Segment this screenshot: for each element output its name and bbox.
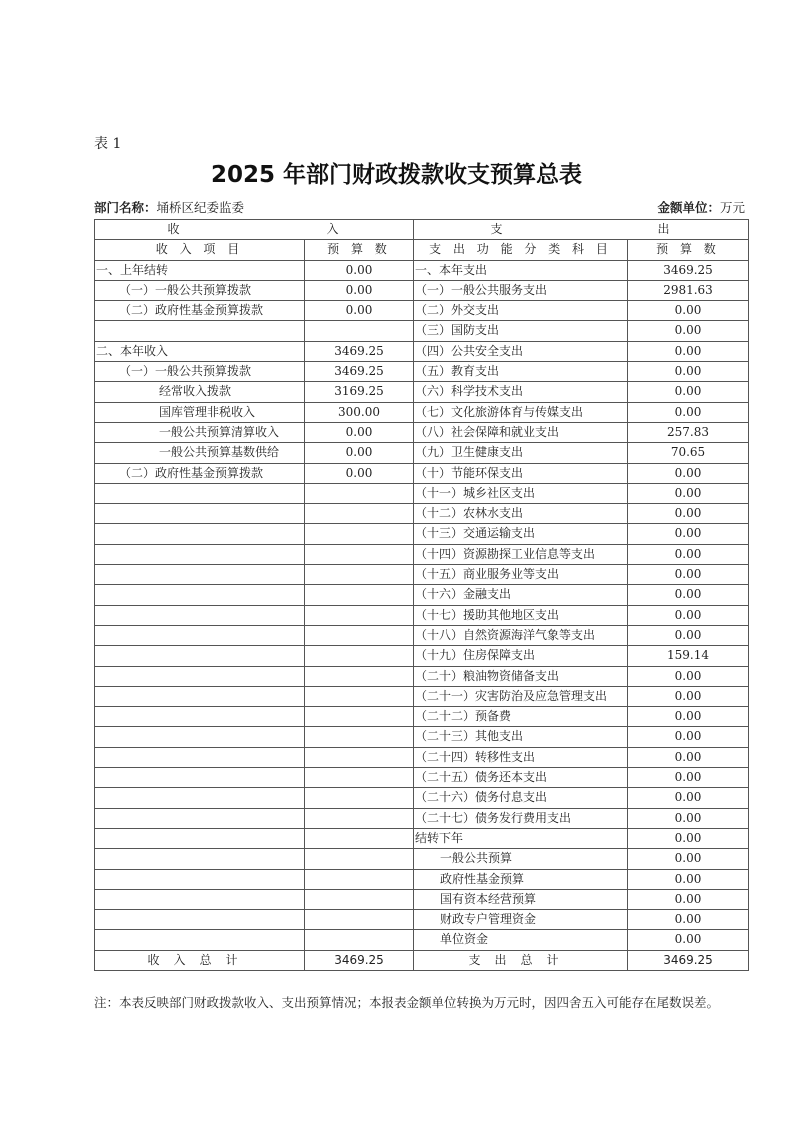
- expense-item-cell: （十）节能环保支出: [414, 463, 628, 483]
- expense-amount-cell: 0.00: [628, 727, 749, 747]
- expense-amount-cell: 0.00: [628, 808, 749, 828]
- expense-item-cell: （十四）资源勘探工业信息等支出: [414, 544, 628, 564]
- income-amount-cell: [305, 544, 414, 564]
- table-row: [95, 828, 749, 848]
- expense-item-cell: （三）国防支出: [414, 321, 628, 341]
- expense-total-amount: 3469.25: [628, 950, 749, 970]
- income-amount-cell: [305, 869, 414, 889]
- income-item-cell: [95, 788, 305, 808]
- table-row: [95, 341, 749, 361]
- expense-item-cell: （十二）农林水支出: [414, 504, 628, 524]
- income-amount-cell: [305, 605, 414, 625]
- expense-amount-cell: 0.00: [628, 828, 749, 848]
- table-row: [95, 463, 749, 483]
- expense-item-cell: （二十六）债务付息支出: [414, 788, 628, 808]
- income-item-cell: （二）政府性基金预算拨款: [95, 301, 305, 321]
- income-item-cell: [95, 747, 305, 767]
- income-amount-cell: [305, 930, 414, 950]
- table-row: [95, 382, 749, 402]
- income-item-cell: [95, 321, 305, 341]
- expense-item-cell: （七）文化旅游体育与传媒支出: [414, 402, 628, 422]
- expense-amount-cell: 0.00: [628, 524, 749, 544]
- expense-item-cell: （十五）商业服务业等支出: [414, 565, 628, 585]
- income-item-cell: [95, 707, 305, 727]
- expense-item-cell: （二十五）债务还本支出: [414, 768, 628, 788]
- income-amount-cell: 0.00: [305, 301, 414, 321]
- expense-amount-cell: 0.00: [628, 321, 749, 341]
- income-item-cell: [95, 585, 305, 605]
- income-group-right: 入: [326, 222, 341, 236]
- expense-item-cell: （十九）住房保障支出: [414, 646, 628, 666]
- expense-amount-cell: 0.00: [628, 585, 749, 605]
- expense-item-cell: （二十三）其他支出: [414, 727, 628, 747]
- expense-item-header: 支 出 功 能 分 类 科 目: [414, 240, 628, 260]
- income-item-cell: （一）一般公共预算拨款: [95, 280, 305, 300]
- income-amount-cell: 3469.25: [305, 362, 414, 382]
- expense-amount-cell: 0.00: [628, 605, 749, 625]
- expense-amount-cell: 0.00: [628, 686, 749, 706]
- income-item-cell: [95, 910, 305, 930]
- page-title: 2025 年部门财政拨款收支预算总表: [210, 162, 583, 188]
- table-row: [95, 443, 749, 463]
- expense-amount-cell: 0.00: [628, 869, 749, 889]
- table-row: [95, 422, 749, 442]
- income-amount-cell: [305, 483, 414, 503]
- expense-group-header: [414, 220, 749, 240]
- expense-amount-cell: 0.00: [628, 849, 749, 869]
- expense-amount-cell: 0.00: [628, 565, 749, 585]
- income-amount-cell: 0.00: [305, 463, 414, 483]
- table-row: [95, 605, 749, 625]
- expense-amount-cell: 159.14: [628, 646, 749, 666]
- expense-amount-cell: 0.00: [628, 402, 749, 422]
- unit-info: [657, 198, 745, 216]
- expense-amount-cell: 0.00: [628, 483, 749, 503]
- budget-table: [94, 219, 749, 971]
- income-amount-cell: [305, 889, 414, 909]
- income-item-cell: [95, 565, 305, 585]
- table-row: [95, 686, 749, 706]
- expense-amount-cell: 0.00: [628, 544, 749, 564]
- expense-item-cell: （十一）城乡社区支出: [414, 483, 628, 503]
- expense-item-cell: （二十七）债务发行费用支出: [414, 808, 628, 828]
- expense-amount-cell: 0.00: [628, 889, 749, 909]
- income-amount-cell: [305, 910, 414, 930]
- income-item-cell: 国库管理非税收入: [95, 402, 305, 422]
- expense-item-cell: （四）公共安全支出: [414, 341, 628, 361]
- expense-amount-header: 预 算 数: [628, 240, 749, 260]
- expense-amount-cell: 0.00: [628, 362, 749, 382]
- income-amount-cell: 3469.25: [305, 341, 414, 361]
- expense-amount-cell: 0.00: [628, 930, 749, 950]
- income-amount-header: 预 算 数: [305, 240, 414, 260]
- table-row: [95, 483, 749, 503]
- table-row: [95, 280, 749, 300]
- income-item-cell: 一、上年结转: [95, 260, 305, 280]
- income-amount-cell: [305, 707, 414, 727]
- table-row: [95, 788, 749, 808]
- income-amount-cell: [305, 666, 414, 686]
- table-label: 表 1: [94, 136, 122, 152]
- income-item-cell: [95, 625, 305, 645]
- department-info: [94, 198, 244, 216]
- income-total-label: 收入总计: [95, 950, 305, 970]
- table-row: [95, 321, 749, 341]
- expense-amount-cell: 0.00: [628, 788, 749, 808]
- income-amount-cell: [305, 565, 414, 585]
- expense-item-cell: （十八）自然资源海洋气象等支出: [414, 625, 628, 645]
- income-item-cell: （一）一般公共预算拨款: [95, 362, 305, 382]
- income-amount-cell: [305, 686, 414, 706]
- expense-amount-cell: 0.00: [628, 382, 749, 402]
- expense-total-label: 支出总计: [414, 950, 628, 970]
- department-label: 部门名称：: [94, 200, 157, 215]
- expense-item-cell: 一般公共预算: [414, 849, 628, 869]
- income-amount-cell: [305, 768, 414, 788]
- income-item-cell: [95, 889, 305, 909]
- table-row: [95, 544, 749, 564]
- income-item-cell: [95, 828, 305, 848]
- income-item-cell: [95, 646, 305, 666]
- expense-amount-cell: 0.00: [628, 666, 749, 686]
- table-row: [95, 301, 749, 321]
- income-amount-cell: 300.00: [305, 402, 414, 422]
- table-body: [95, 260, 749, 950]
- expense-item-cell: （十六）金融支出: [414, 585, 628, 605]
- expense-amount-cell: 0.00: [628, 768, 749, 788]
- income-amount-cell: [305, 727, 414, 747]
- income-amount-cell: [305, 747, 414, 767]
- income-total-amount: 3469.25: [305, 950, 414, 970]
- expense-item-cell: （二）外交支出: [414, 301, 628, 321]
- income-item-cell: 一般公共预算清算收入: [95, 422, 305, 442]
- income-item-cell: （二）政府性基金预算拨款: [95, 463, 305, 483]
- table-row: [95, 625, 749, 645]
- table-row: [95, 889, 749, 909]
- income-amount-cell: 0.00: [305, 422, 414, 442]
- expense-amount-cell: 0.00: [628, 747, 749, 767]
- income-amount-cell: 0.00: [305, 443, 414, 463]
- expense-group-left: 支: [490, 222, 505, 236]
- unit-label: 金额单位：: [657, 200, 720, 215]
- column-header-row: [95, 240, 749, 260]
- income-amount-cell: [305, 808, 414, 828]
- table-row: [95, 504, 749, 524]
- table-row: [95, 524, 749, 544]
- expense-item-cell: （二十）粮油物资储备支出: [414, 666, 628, 686]
- expense-item-cell: （十三）交通运输支出: [414, 524, 628, 544]
- income-item-cell: 二、本年收入: [95, 341, 305, 361]
- expense-amount-cell: 257.83: [628, 422, 749, 442]
- expense-amount-cell: 70.65: [628, 443, 749, 463]
- income-item-cell: [95, 504, 305, 524]
- table-row: [95, 930, 749, 950]
- unit-value: 万元: [719, 200, 745, 215]
- expense-amount-cell: 0.00: [628, 463, 749, 483]
- income-item-cell: [95, 686, 305, 706]
- expense-item-cell: （十七）援助其他地区支出: [414, 605, 628, 625]
- income-amount-cell: [305, 849, 414, 869]
- department-value: 埇桥区纪委监委: [156, 200, 245, 215]
- expense-item-cell: 政府性基金预算: [414, 869, 628, 889]
- income-amount-cell: [305, 585, 414, 605]
- table-row: [95, 402, 749, 422]
- expense-item-cell: （五）教育支出: [414, 362, 628, 382]
- expense-amount-cell: 2981.63: [628, 280, 749, 300]
- income-amount-cell: [305, 321, 414, 341]
- income-amount-cell: [305, 788, 414, 808]
- income-item-cell: [95, 666, 305, 686]
- income-item-cell: [95, 808, 305, 828]
- table-row: [95, 585, 749, 605]
- table-row: [95, 910, 749, 930]
- expense-item-cell: （六）科学技术支出: [414, 382, 628, 402]
- expense-item-cell: （一）一般公共服务支出: [414, 280, 628, 300]
- income-amount-cell: [305, 524, 414, 544]
- income-amount-cell: 3169.25: [305, 382, 414, 402]
- expense-item-cell: （八）社会保障和就业支出: [414, 422, 628, 442]
- table-row: [95, 747, 749, 767]
- income-amount-cell: [305, 625, 414, 645]
- expense-item-cell: 单位资金: [414, 930, 628, 950]
- table-row: [95, 869, 749, 889]
- expense-item-cell: 国有资本经营预算: [414, 889, 628, 909]
- income-item-cell: [95, 849, 305, 869]
- expense-item-cell: 财政专户管理资金: [414, 910, 628, 930]
- table-row: [95, 768, 749, 788]
- table-row: [95, 727, 749, 747]
- income-group-header: [95, 220, 414, 240]
- expense-group-right: 出: [657, 222, 672, 236]
- income-item-cell: [95, 483, 305, 503]
- income-item-header: 收 入 项 目: [95, 240, 305, 260]
- table-row: [95, 707, 749, 727]
- table-row: [95, 260, 749, 280]
- table-row: [95, 808, 749, 828]
- expense-item-cell: （二十一）灾害防治及应急管理支出: [414, 686, 628, 706]
- income-group-left: 收: [167, 222, 182, 236]
- expense-amount-cell: 0.00: [628, 910, 749, 930]
- table-row: [95, 565, 749, 585]
- total-row: [95, 950, 749, 970]
- income-item-cell: [95, 524, 305, 544]
- income-amount-cell: 0.00: [305, 280, 414, 300]
- expense-amount-cell: 0.00: [628, 625, 749, 645]
- income-amount-cell: 0.00: [305, 260, 414, 280]
- expense-item-cell: 一、本年支出: [414, 260, 628, 280]
- table-row: [95, 646, 749, 666]
- expense-amount-cell: 0.00: [628, 341, 749, 361]
- expense-amount-cell: 0.00: [628, 301, 749, 321]
- income-item-cell: [95, 544, 305, 564]
- expense-amount-cell: 0.00: [628, 707, 749, 727]
- income-amount-cell: [305, 504, 414, 524]
- footnote: 注：本表反映部门财政拨款收入、支出预算情况；本报表金额单位转换为万元时，因四舍五入可能存在尾数误差。: [94, 995, 720, 1010]
- table-row: [95, 849, 749, 869]
- income-item-cell: [95, 930, 305, 950]
- expense-amount-cell: 0.00: [628, 504, 749, 524]
- expense-item-cell: （二十二）预备费: [414, 707, 628, 727]
- table-row: [95, 666, 749, 686]
- expense-item-cell: 结转下年: [414, 828, 628, 848]
- income-item-cell: [95, 605, 305, 625]
- expense-amount-cell: 3469.25: [628, 260, 749, 280]
- income-item-cell: [95, 869, 305, 889]
- income-amount-cell: [305, 828, 414, 848]
- income-item-cell: 一般公共预算基数供给: [95, 443, 305, 463]
- expense-item-cell: （九）卫生健康支出: [414, 443, 628, 463]
- income-item-cell: [95, 727, 305, 747]
- income-item-cell: 经常收入拨款: [95, 382, 305, 402]
- income-amount-cell: [305, 646, 414, 666]
- group-header-row: [95, 220, 749, 240]
- income-item-cell: [95, 768, 305, 788]
- expense-item-cell: （二十四）转移性支出: [414, 747, 628, 767]
- table-row: [95, 362, 749, 382]
